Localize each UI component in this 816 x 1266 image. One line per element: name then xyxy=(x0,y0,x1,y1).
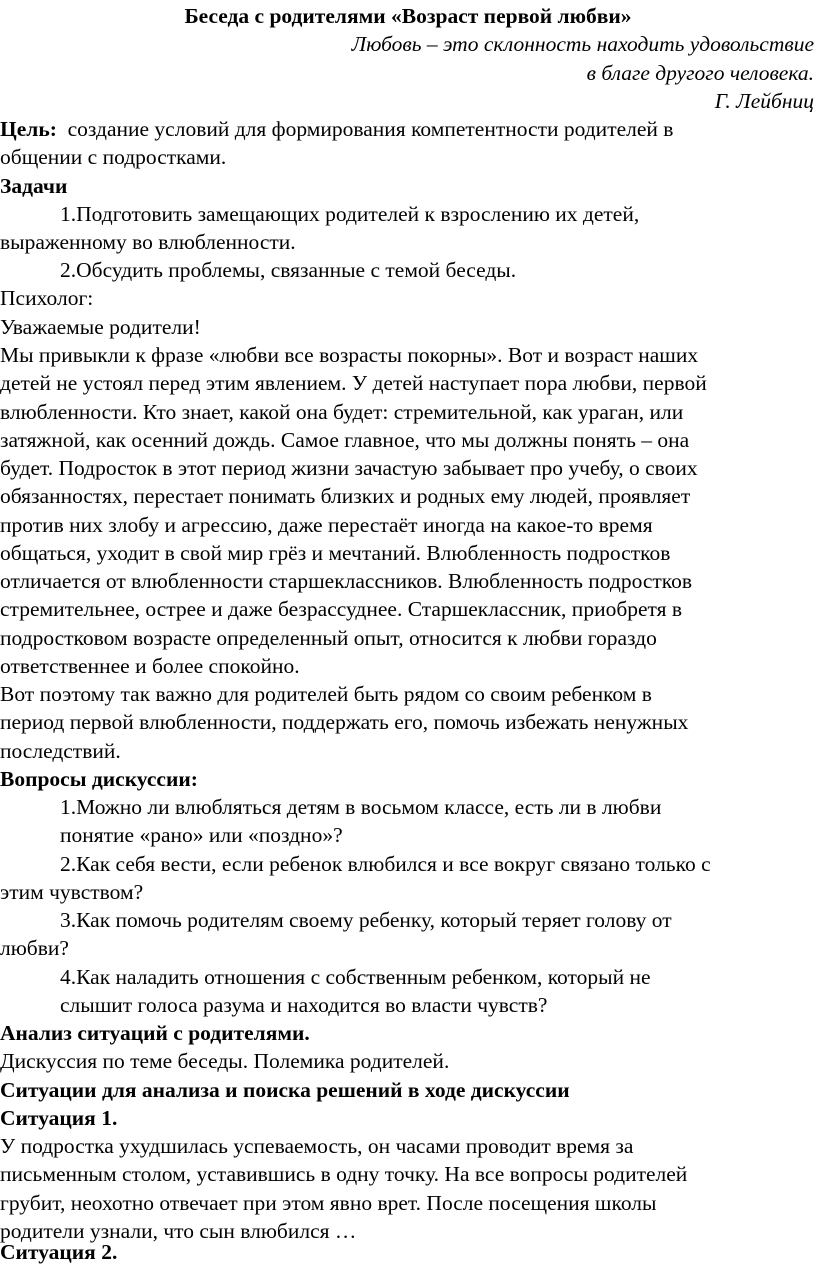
tasks-heading: Задачи xyxy=(0,174,68,198)
situation-1-line: родители узнали, что сын влюбился … xyxy=(0,1219,357,1243)
goal-text-1: создание условий для формирования компетентности родителей в xyxy=(56,117,674,141)
speaker-label: Психолог: xyxy=(0,286,94,310)
epigraph-author: Г. Лейбниц xyxy=(714,89,814,113)
situation-2-title: Ситуация 2. xyxy=(0,1240,118,1264)
goal-line-1 xyxy=(0,115,816,143)
question-2-line-2: этим чувством? xyxy=(0,880,144,904)
discussion-heading: Вопросы дискуссии: xyxy=(0,767,198,791)
situation-1-title: Ситуация 1. xyxy=(0,1106,118,1130)
question-1-line-1: 1.Можно ли влюбляться детям в восьмом классе, есть ли в любви xyxy=(60,795,662,819)
paragraph-1-line: общаться, уходит в свой мир грёз и мечтаний. Влюбленность подростков xyxy=(0,541,671,565)
question-3-line-2: любви? xyxy=(0,936,69,960)
paragraph-1-line: против них злобу и агрессию, даже перестаёт иногда на какое-то время xyxy=(0,513,653,537)
paragraph-1-line: отличается от влюбленности старшеклассников. Влюбленность подростков xyxy=(0,569,693,593)
paragraph-1-line: влюбленности. Кто знает, какой она будет: стремительной, как ураган, или xyxy=(0,400,684,424)
question-1-line-2: понятие «рано» или «поздно»? xyxy=(60,823,343,847)
paragraph-1-line: Мы привыкли к фразе «любви все возрасты покорны». Вот и возраст наших xyxy=(0,343,699,367)
question-4-line-1: 4.Как наладить отношения с собственным ребенком, который не xyxy=(60,965,651,989)
paragraph-2-line: период первой влюбленности, поддержать его, помочь избежать ненужных xyxy=(0,710,689,734)
situation-1-line: У подростка ухудшилась успеваемость, он часами проводит время за xyxy=(0,1134,634,1158)
analysis-heading: Анализ ситуаций с родителями. xyxy=(0,1021,310,1045)
goal-label: Цель: xyxy=(0,117,57,141)
analysis-text: Дискуссия по теме беседы. Полемика родителей. xyxy=(0,1049,450,1073)
situations-heading: Ситуации для анализа и поиска решений в ходе дискуссии xyxy=(0,1078,570,1102)
paragraph-1-line: обязанностях, перестает понимать близких и родных ему людей, проявляет xyxy=(0,484,691,508)
task-1-line-1: 1.Подготовить замещающих родителей к взрослению их детей, xyxy=(60,202,640,226)
paragraph-1-line: затяжной, как осенний дождь. Самое главное, что мы должны понять – она xyxy=(0,428,690,452)
paragraph-1-line: ответственнее и более спокойно. xyxy=(0,654,300,678)
goal-line-2: общении с подростками. xyxy=(0,145,227,169)
greeting: Уважаемые родители! xyxy=(0,315,201,339)
epigraph-line-1: Любовь – это склонность находить удовольствие xyxy=(351,32,814,56)
task-1-line-2: выраженному во влюбленности. xyxy=(0,230,296,254)
situation-1-line: письменным столом, уставившись в одну точку. На все вопросы родителей xyxy=(0,1162,688,1186)
question-3-line-1: 3.Как помочь родителям своему ребенку, который теряет голову от xyxy=(60,908,672,932)
paragraph-2-line: Вот поэтому так важно для родителей быть рядом со своим ребенком в xyxy=(0,682,652,706)
epigraph-line-2: в благе другого человека. xyxy=(586,61,814,85)
paragraph-1-line: стремительнее, острее и даже безрассуднее. Старшеклассник, приобретя в xyxy=(0,597,683,621)
question-2-line-1: 2.Как себя вести, если ребенок влюбился и все вокруг связано только с xyxy=(60,852,711,876)
task-2: 2.Обсудить проблемы, связанные с темой беседы. xyxy=(60,258,517,282)
situation-1-line: грубит, неохотно отвечает при этом явно врет. После посещения школы xyxy=(0,1191,657,1215)
paragraph-2-line: последствий. xyxy=(0,739,121,763)
paragraph-1-line: детей не устоял перед этим явлением. У детей наступает пора любви, первой xyxy=(0,371,707,395)
paragraph-1-line: подростковом возрасте определенный опыт, относится к любви гораздо xyxy=(0,626,657,650)
paragraph-1-line: будет. Подросток в этот период жизни зачастую забывает про учебу, о своих xyxy=(0,456,698,480)
document-title: Беседа с родителями «Возраст первой любви» xyxy=(184,4,632,28)
question-4-line-2: слышит голоса разума и находится во власти чувств? xyxy=(60,993,548,1017)
